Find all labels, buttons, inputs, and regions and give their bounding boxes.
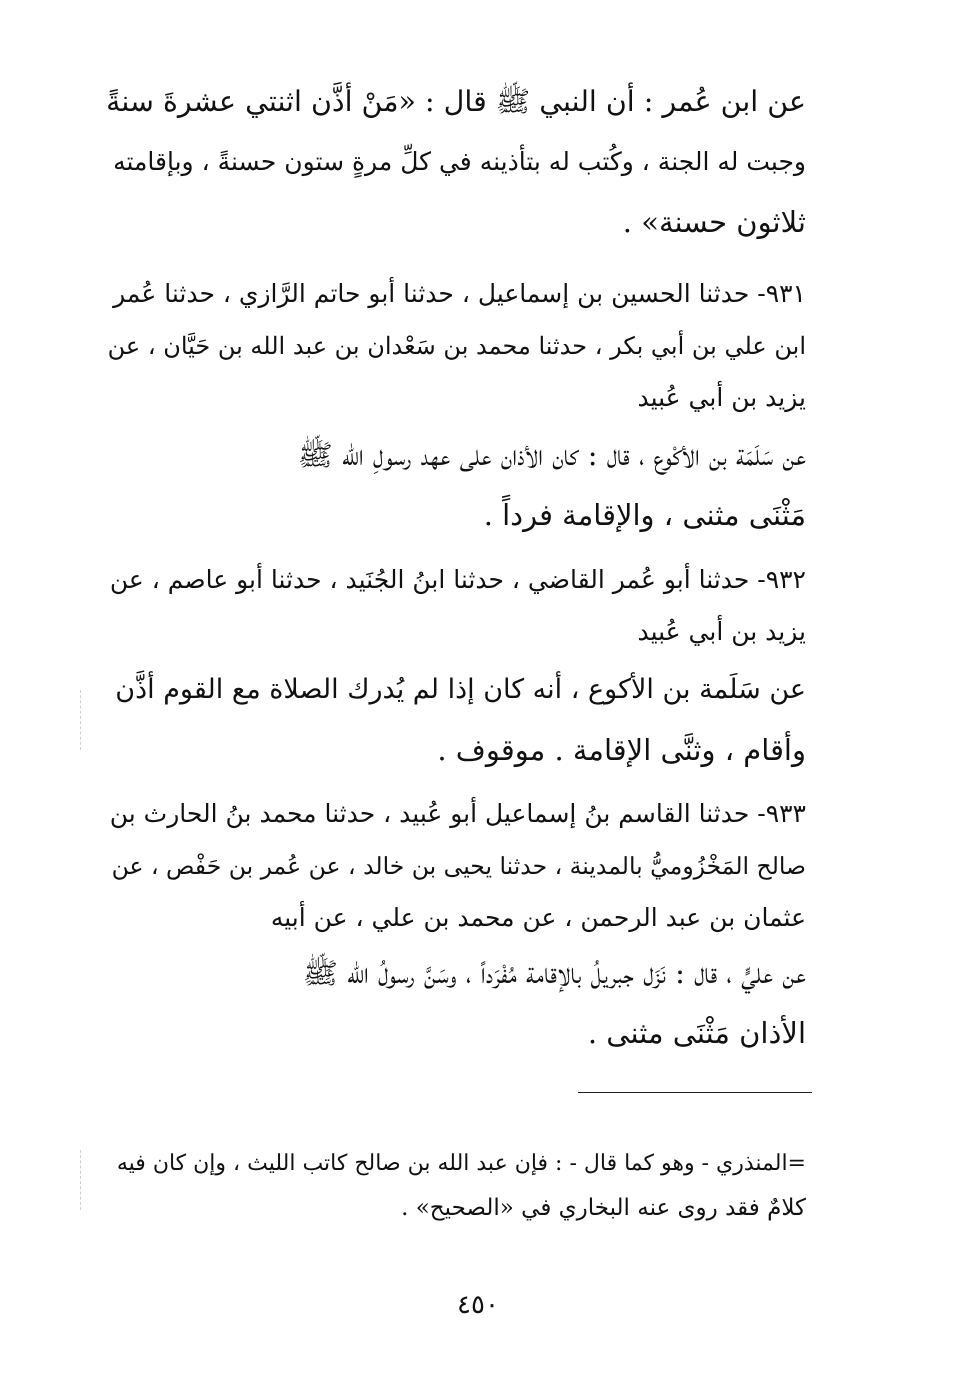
text-line: صالح المَخْزُوميُّ بالمدينة ، حدثنا يحيى بن خالد ، عن عُمر بن حَفْص ، عن — [111, 852, 806, 880]
page-number: ٤٥٠ — [457, 1290, 499, 1320]
isnad-paragraph — [106, 268, 806, 424]
hadith-paragraph — [106, 943, 806, 1063]
isnad-paragraph — [106, 554, 806, 658]
hadith-paragraph — [106, 72, 806, 252]
footnote — [106, 1142, 806, 1230]
text-line: عن سَلَمة بن الأكوع ، أنه كان إذا لم يُدرك الصلاة مع القوم أذَّن — [115, 674, 806, 705]
text-line: عن عليٍّ ، قال : نَزَل جبريلُ بالإقامة مُفْرَداً ، وسَنَّ رسولُ الله ﷺ — [302, 956, 806, 990]
footnote-line: =المنذري - وهو كما قال - : فإن عبد الله بن صالح كاتب الليث ، وإن كان فيه — [116, 1151, 806, 1176]
text-line: عثمان بن عبد الرحمن ، عن محمد بن علي ، عن أبيه — [270, 903, 806, 932]
text-line: ثلاثون حسنة» . — [622, 205, 806, 239]
text-line: يزيد بن أبي عُبيد — [637, 383, 806, 412]
footnote-line: كلامٌ فقد روى عنه البخاري في «الصحيح» . — [401, 1195, 806, 1221]
text-line: الأذان مَثْنَى مثنى . — [587, 1016, 806, 1050]
text-line: وجبت له الجنة ، وكُتب له بتأذينه في كلِّ مرةٍ ستون حسنةً ، وبإقامته — [113, 147, 806, 176]
text-line: ابن علي بن أبي بكر ، حدثنا محمد بن سَعْدان بن عبد الله بن حَيَّان ، عن — [107, 332, 806, 360]
text-line: عن سَلَمَة بن الأكْوع ، قال : كان الأذان على عهد رسولِ الله ﷺ — [297, 438, 806, 472]
text-line: يزيد بن أبي عُبيد — [637, 617, 806, 646]
scan-margin-mark — [80, 1150, 81, 1210]
text-line: ٩٣٣- حدثنا القاسم بنُ إسماعيل أبو عُبيد ، حدثنا محمد بنُ الحارث بن — [109, 799, 806, 828]
scan-margin-mark — [80, 690, 81, 750]
hadith-paragraph — [106, 425, 806, 545]
text-line: عن ابن عُمر : أن النبي ﷺ قال : «مَنْ أذَّن اثنتي عشرةَ سنةً — [106, 85, 806, 118]
text-line: ٩٣٢- حدثنا أبو عُمر القاضي ، حدثنا ابنُ الجُنَيد ، حدثنا أبو عاصم ، عن — [109, 565, 806, 594]
isnad-paragraph — [106, 788, 806, 944]
text-line: ٩٣١- حدثنا الحسين بن إسماعيل ، حدثنا أبو حاتم الرَّازي ، حدثنا عُمر — [113, 279, 806, 308]
hadith-paragraph — [106, 660, 806, 780]
text-line: مَثْنَى مثنى ، والإقامة فرداً . — [483, 498, 806, 532]
text-line: وأقام ، وثنَّى الإقامة . موقوف . — [437, 733, 806, 767]
footnote-separator — [578, 1092, 812, 1093]
